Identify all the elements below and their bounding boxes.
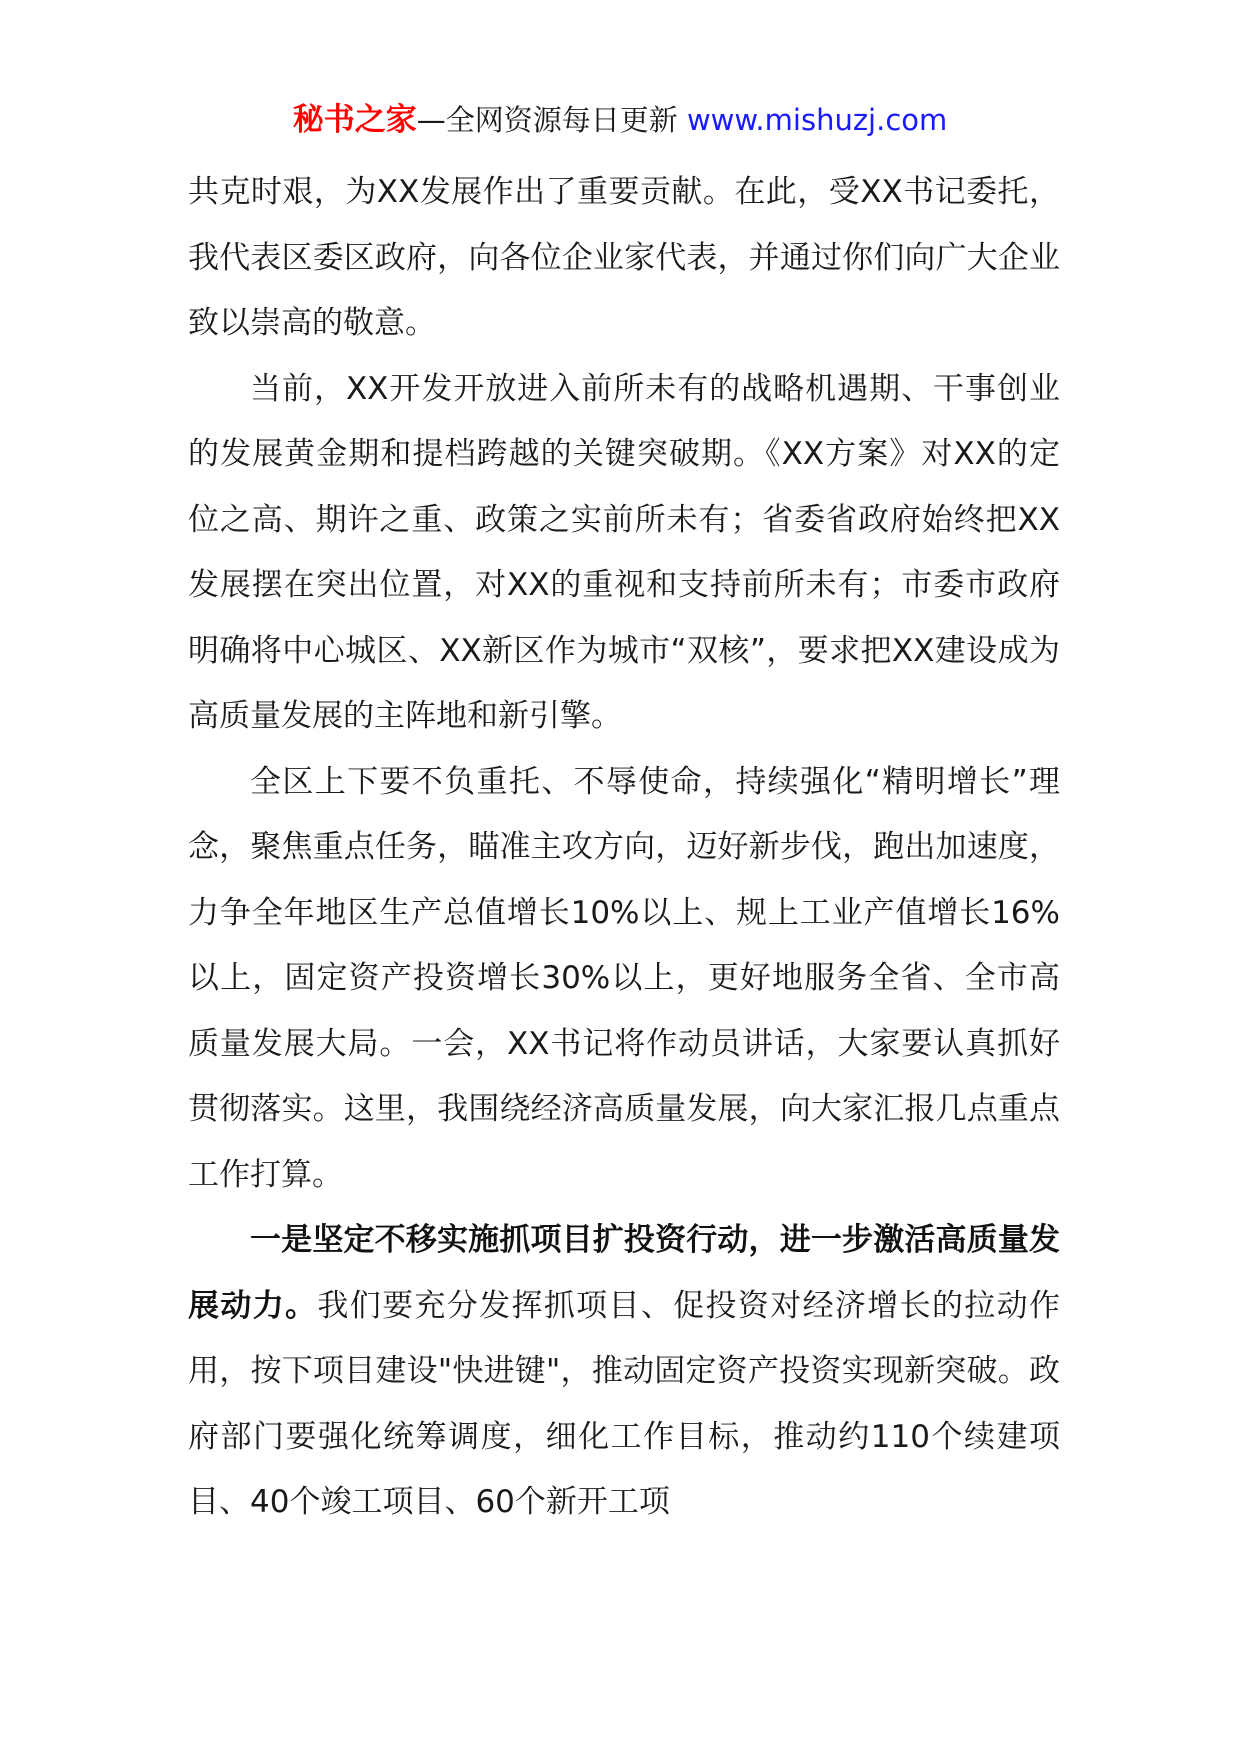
paragraph-4-text: 我们要充分发挥抓项目、促投资对经济增长的拉动作用，按下项目建设"快进键"，推动固定资产投资实现新突破。政府部门要强化统筹调度，细化工作目标，推动约110个续建项目、40个竣工项目、60个新开工项 [188, 1287, 1061, 1520]
paragraph-1: 共克时艰，为XX发展作出了重要贡献。在此，受XX书记委托，我代表区委区政府，向各位企业家代表，并通过你们向广大企业致以崇高的敬意。 [188, 174, 1060, 341]
paragraph-2: 当前，XX开发开放进入前所未有的战略机遇期、干事创业的发展黄金期和提档跨越的关键突破期。《XX方案》对XX的定位之高、期许之重、政策之实前所未有；省委省政府始终把XX发展摆在突出位置，对XX的重视和支持前所未有；市委市政府明确将中心城区、XX新区作为城市“双核”，要求把XX建设成为高质量发展的主阵地和新引擎。 [188, 370, 1060, 734]
paragraph-4-heading: 一是坚定不移实施抓项目扩投资行动，进一步激活高质量发展动力。 [188, 1222, 1060, 1324]
header-url-link[interactable]: www.mishuzj.com [686, 103, 948, 137]
page-header [0, 98, 1240, 142]
header-tagline: —全网资源每日更新 [416, 103, 687, 137]
document-body [188, 160, 1060, 1536]
paragraph-4 [188, 1208, 1060, 1536]
paragraph-3: 全区上下要不负重托、不辱使命，持续强化“精明增长”理念，聚焦重点任务，瞄准主攻方向，迈好新步伐，跑出加速度，力争全年地区生产总值增长10%以上、规上工业产值增长16%以上，固定资产投资增长30%以上，更好地服务全省、全市高质量发展大局。一会，XX书记将作动员讲话，大家要认真抓好贯彻落实。这里，我围绕经济高质量发展，向大家汇报几点重点工作打算。 [188, 763, 1060, 1193]
brand-name: 秘书之家 [292, 102, 417, 138]
